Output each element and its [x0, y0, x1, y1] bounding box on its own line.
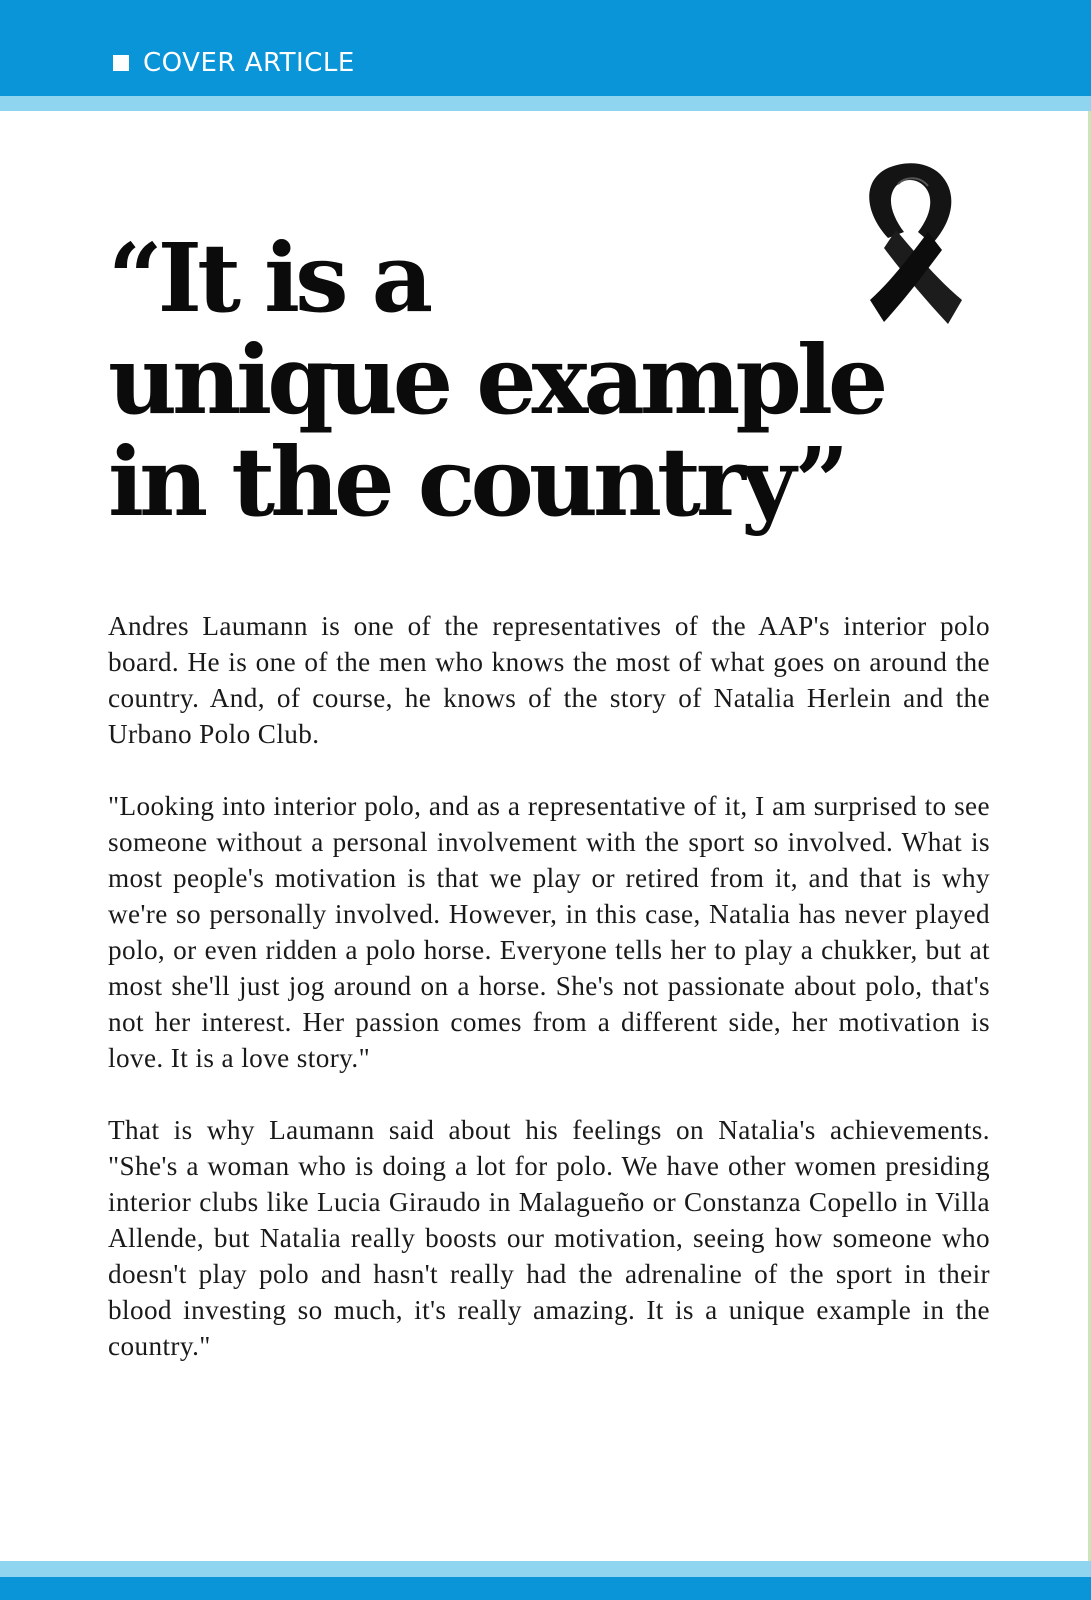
paragraph-1: Andres Laumann is one of the representatives of the AAP's interior polo board. He is one of the men who knows the most of what goes on around the country. And, of course, he knows of the story of Natalia Herlein and the Urbano Polo Club.	[108, 611, 990, 749]
headline	[108, 223, 968, 538]
square-bullet-icon	[113, 55, 129, 71]
footer-bar	[0, 1577, 1091, 1600]
headline-line-1: “It is a	[108, 223, 429, 334]
footer-stripe	[0, 1561, 1091, 1577]
header-stripe	[0, 96, 1091, 111]
headline-line-2: unique example	[108, 325, 884, 436]
section-label: COVER ARTICLE	[143, 48, 355, 78]
headline-line-3: in the country”	[108, 427, 845, 538]
section-tag	[113, 46, 355, 80]
paragraph-3: That is why Laumann said about his feelings on Natalia's achievements. "She's a woman who is doing a lot for polo. We have other women presiding interior clubs like Lucia Giraudo in Malagueño or Constanza Copello in Villa Allende, but Natalia really boosts our motivation, seeing how someone who doesn't play polo and hasn't really had the adrenaline of the sport in their blood investing so much, it's really amazing. It is a unique example in the country."	[108, 1115, 990, 1361]
article-body	[108, 608, 990, 1400]
paragraph-2: "Looking into interior polo, and as a representative of it, I am surprised to see someone without a personal involvement with the sport so involved. What is most people's motivation is that we play or retired from it, and that is why we're so personally involved. However, in this case, Natalia has never played polo, or even ridden a polo horse. Everyone tells her to play a chukker, but at most she'll just jog around on a horse. She's not passionate about polo, that's not her interest. Her passion comes from a different side, her motivation is love. It is a love story."	[108, 791, 990, 1073]
